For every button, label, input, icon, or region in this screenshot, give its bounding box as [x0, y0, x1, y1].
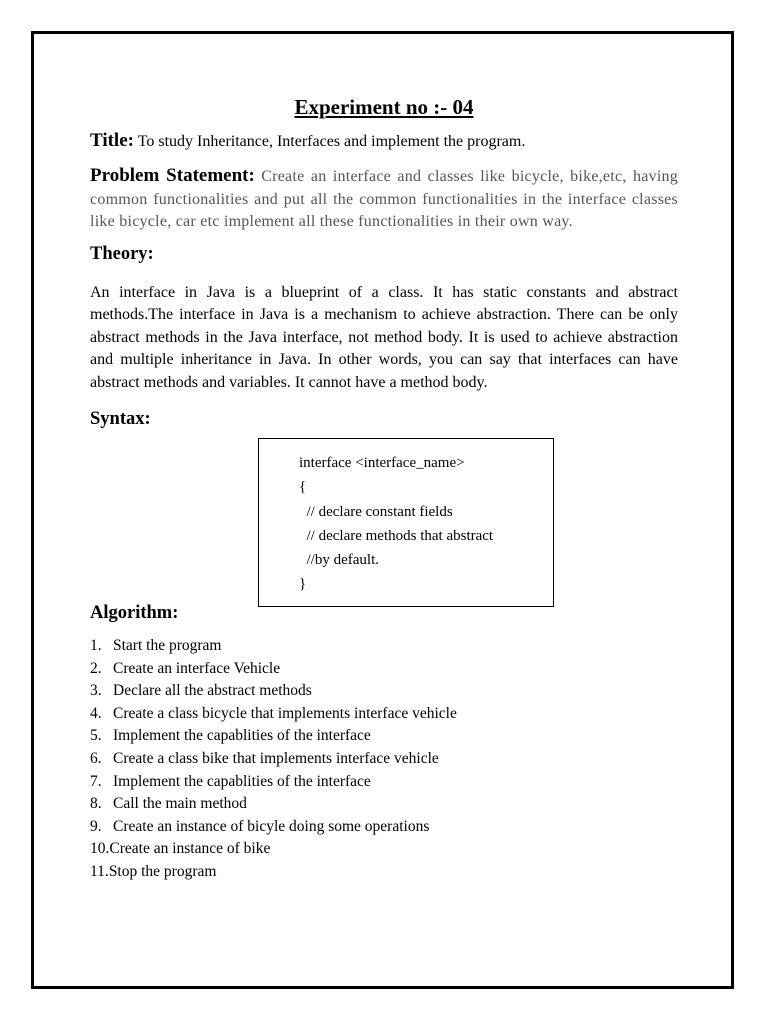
algorithm-step: [90, 725, 678, 748]
step-number: 10.: [90, 840, 110, 858]
step-text: Create an interface Vehicle: [113, 659, 281, 677]
step-number: 6.: [90, 749, 102, 767]
step-text: Create an instance of bicyle doing some operations: [113, 817, 430, 835]
code-line: interface <interface_name>: [299, 455, 465, 471]
algorithm-step: [90, 838, 678, 861]
code-line: }: [299, 576, 307, 593]
step-number: 7.: [90, 772, 102, 790]
algorithm-steps: [90, 635, 678, 884]
syntax-code-box: [258, 438, 554, 607]
title-line: [90, 130, 678, 153]
algorithm-step: [90, 635, 678, 658]
algorithm-step: [90, 771, 678, 794]
algorithm-step: [90, 680, 678, 703]
step-number: 9.: [90, 817, 102, 835]
step-text: Create a class bicycle that implements interface vehicle: [113, 704, 457, 722]
problem-statement: [90, 165, 678, 234]
document-content: [90, 94, 678, 884]
code-line: //by default.: [299, 552, 379, 569]
title-label: Title:: [90, 130, 134, 151]
step-text: Create an instance of bike: [109, 840, 271, 858]
step-text: Implement the capablities of the interface: [113, 772, 371, 790]
step-text: Create a class bike that implements interface vehicle: [113, 749, 439, 767]
algorithm-step: [90, 703, 678, 726]
step-text: Stop the program: [108, 862, 217, 880]
step-number: 2.: [90, 659, 102, 677]
algorithm-step: [90, 793, 678, 816]
algorithm-step: [90, 748, 678, 771]
step-number: 3.: [90, 682, 102, 700]
step-number: 11.: [90, 862, 109, 880]
algorithm-step: [90, 861, 678, 884]
step-text: Start the program: [113, 637, 222, 654]
step-number: 4.: [90, 704, 102, 722]
code-line: {: [299, 479, 307, 496]
step-text: Implement the capablities of the interface: [113, 727, 371, 745]
code-line: // declare constant fields: [299, 503, 453, 520]
algorithm-step: [90, 658, 678, 681]
step-number: 5.: [90, 727, 102, 745]
code-line: // declare methods that abstract: [299, 527, 494, 544]
step-number: 8.: [90, 795, 102, 813]
algorithm-heading: Algorithm:: [90, 603, 179, 623]
theory-heading: Theory:: [90, 243, 154, 264]
title-text: To study Inheritance, Interfaces and implement the program.: [133, 133, 526, 150]
experiment-heading: Experiment no :- 04: [294, 95, 474, 119]
algorithm-step: [90, 816, 678, 839]
step-number: 1.: [90, 637, 102, 654]
theory-text: An interface in Java is a blueprint of a class. It has static constants and abstract methods.The interface in Java is a mechanism to achieve abstraction. There can be only abstract methods in the Java interface, not method body. It is used to achieve abstraction and multiple inheritance in Java. In other words, you can say that interfaces can have abstract methods and variables. It cannot have a method body.: [90, 283, 678, 391]
step-text: Call the main method: [113, 795, 247, 813]
step-text: Declare all the abstract methods: [113, 682, 312, 700]
problem-statement-text: Create an interface and classes like bicycle, bike,etc, having common functionalities and put all the common functionalities in the interface classes like bicycle, car etc implement all these functionalities in their own way.: [90, 168, 679, 230]
syntax-heading: Syntax:: [90, 409, 151, 429]
problem-statement-label: Problem Statement:: [90, 165, 255, 186]
